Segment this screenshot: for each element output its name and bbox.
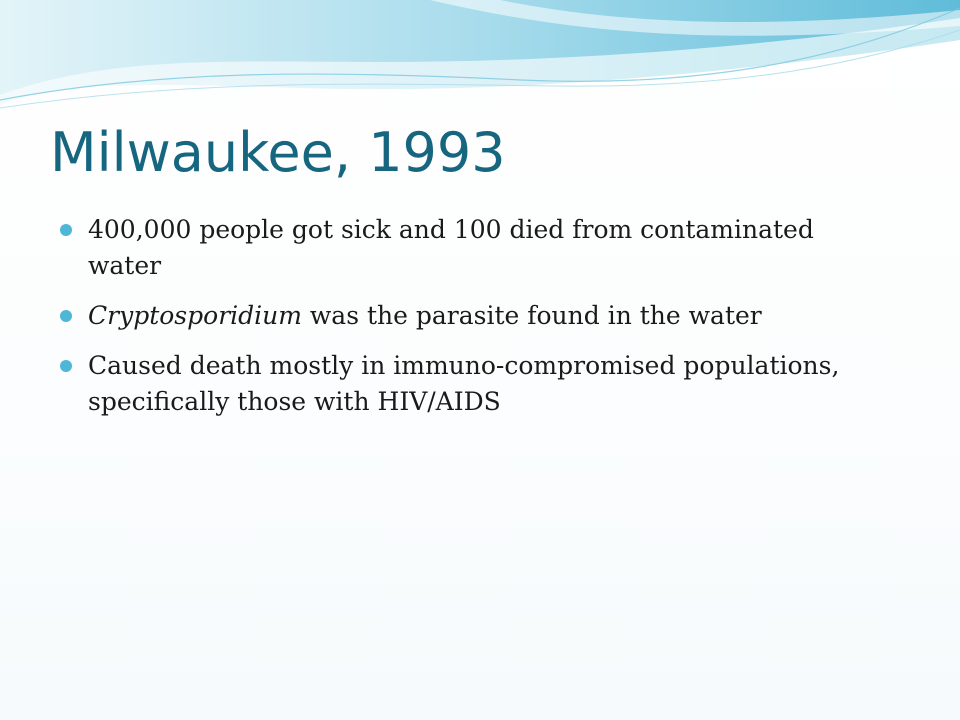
bullet-dot-icon	[60, 360, 72, 372]
bullet-item	[60, 348, 880, 420]
slide-title: Milwaukee, 1993	[50, 121, 506, 184]
bullet-text: was the parasite found in the water	[301, 301, 762, 330]
bullet-dot-icon	[60, 310, 72, 322]
bullet-item	[60, 298, 880, 334]
bullet-item	[60, 212, 880, 284]
wave-header-decoration	[0, 0, 960, 115]
bullet-text: 400,000 people got sick and 100 died from contaminated water	[88, 215, 814, 280]
bullet-list	[60, 212, 880, 434]
bullet-italic-text: Cryptosporidium	[88, 301, 302, 330]
bullet-text: Caused death mostly in immuno-compromised populations, specifically those with HIV/AIDS	[88, 351, 840, 416]
bullet-dot-icon	[60, 224, 72, 236]
